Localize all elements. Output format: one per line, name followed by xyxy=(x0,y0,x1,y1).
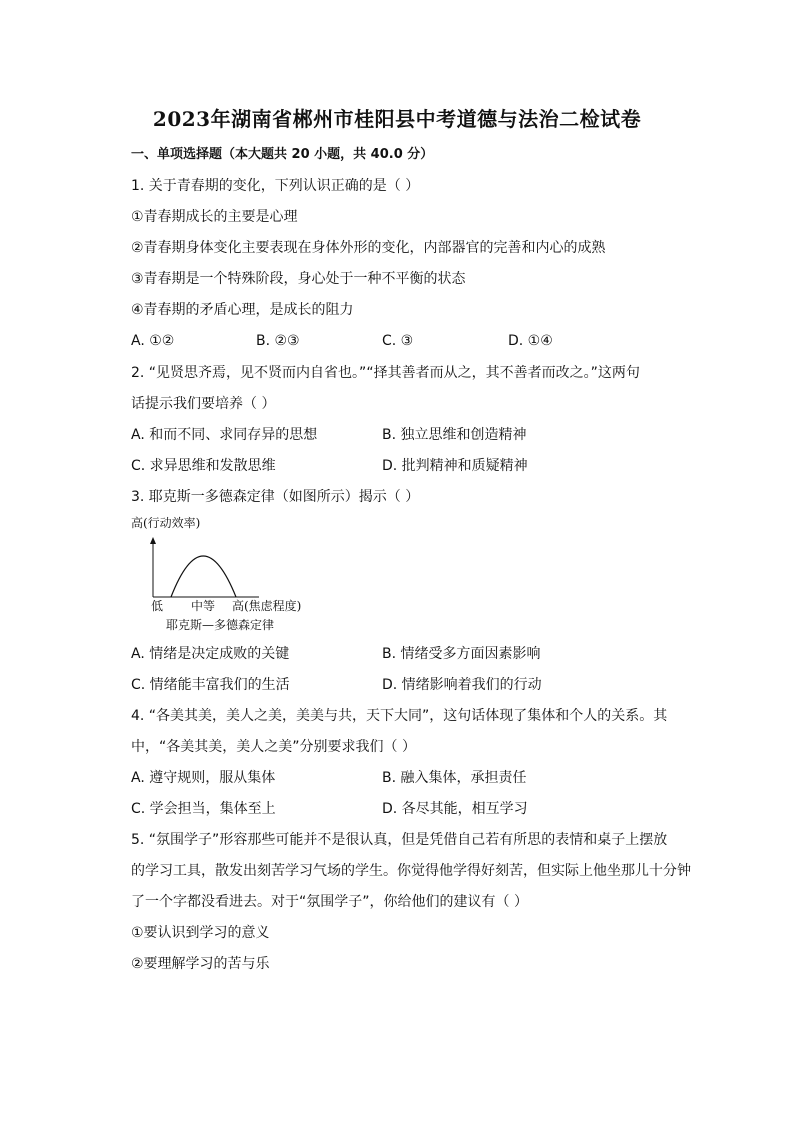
q3-option-c: C. 情绪能丰富我们的生活 xyxy=(131,677,290,693)
y-axis-arrow-icon xyxy=(150,537,156,544)
q3-option-a: A. 情绪是决定成败的关键 xyxy=(131,646,290,662)
q3-stem: 3. 耶克斯一多德森定律（如图所示）揭示（ ） xyxy=(131,489,420,505)
q4-stem-line-2: 中，“各美其美，美人之美”分别要求我们（ ） xyxy=(131,739,416,755)
q2-option-a: A. 和而不同、求同存异的思想 xyxy=(131,427,318,443)
q3-option-b: B. 情绪受多方面因素影响 xyxy=(382,646,541,662)
q1-item-2: ②青春期身体变化主要表现在身体外形的变化，内部器官的完善和内心的成熟 xyxy=(131,240,606,256)
figure-svg xyxy=(131,513,331,638)
q1-option-d: D. ①④ xyxy=(508,333,553,349)
q5-stem-line-1: 5. “氛围学子”形容那些可能并不是很认真，但是凭借自己若有所思的表情和桌子上摆放 xyxy=(131,832,668,848)
q5-item-2: ②要理解学习的苦与乐 xyxy=(131,956,270,972)
q5-stem-line-2: 的学习工具，散发出刻苦学习气场的学生。你觉得他学得好刻苦，但实际上他坐那儿十分钟 xyxy=(131,863,691,879)
q5-stem-line-3: 了一个字都没看进去。对于“氛围学子”，你给他们的建议有（ ） xyxy=(131,894,528,910)
q1-option-c: C. ③ xyxy=(382,333,414,349)
q5-item-1: ①要认识到学习的意义 xyxy=(131,925,270,941)
q3-option-d: D. 情绪影响着我们的行动 xyxy=(382,677,542,693)
q2-option-d: D. 批判精神和质疑精神 xyxy=(382,458,528,474)
yerkes-dodson-figure xyxy=(131,513,331,638)
figure-x-high: 高(焦虑程度) xyxy=(232,599,302,613)
figure-y-label: 高(行动效率) xyxy=(131,516,201,530)
q4-stem-line-1: 4. “各美其美，美人之美，美美与共，天下大同”，这句话体现了集体和个人的关系。其 xyxy=(131,708,668,724)
q1-item-1: ①青春期成长的主要是心理 xyxy=(131,209,298,225)
q1-stem: 1. 关于青春期的变化，下列认识正确的是（ ） xyxy=(131,178,420,194)
figure-caption: 耶克斯—多德森定律 xyxy=(166,618,275,632)
page-title: 2023年湖南省郴州市桂阳县中考道德与法治二检试卷 xyxy=(152,107,642,131)
figure-x-low: 低 xyxy=(151,599,164,613)
q2-option-b: B. 独立思维和创造精神 xyxy=(382,427,527,443)
q2-stem-line-2: 话提示我们要培养（ ） xyxy=(131,396,276,412)
q1-option-b: B. ②③ xyxy=(256,333,300,349)
q1-item-4: ④青春期的矛盾心理，是成长的阻力 xyxy=(131,302,354,318)
inverted-u-curve xyxy=(171,556,236,597)
section-heading: 一、单项选择题（本大题共 20 小题，共 40.0 分） xyxy=(131,147,434,162)
q1-option-a: A. ①② xyxy=(131,333,175,349)
q2-stem-line-1: 2. “见贤思齐焉，见不贤而内自省也。”“择其善者而从之，其不善者而改之。”这两句 xyxy=(131,365,640,381)
q4-option-b: B. 融入集体，承担责任 xyxy=(382,770,527,786)
q4-option-a: A. 遵守规则，服从集体 xyxy=(131,770,276,786)
q2-option-c: C. 求异思维和发散思维 xyxy=(131,458,276,474)
figure-x-mid: 中等 xyxy=(191,599,216,613)
q1-item-3: ③青春期是一个特殊阶段，身心处于一种不平衡的状态 xyxy=(131,271,466,287)
q4-option-d: D. 各尽其能，相互学习 xyxy=(382,801,528,817)
q4-option-c: C. 学会担当，集体至上 xyxy=(131,801,276,817)
